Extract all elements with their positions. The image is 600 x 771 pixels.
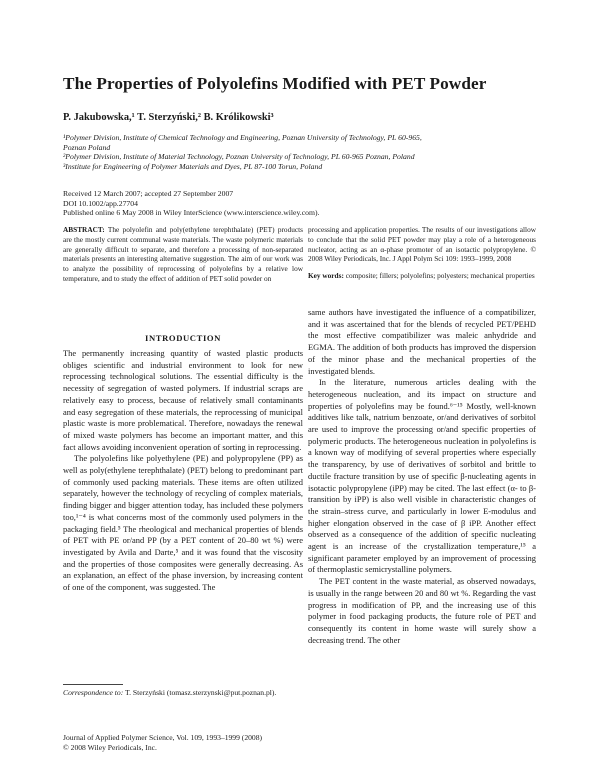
body-column-left <box>63 348 303 680</box>
abstract-right <box>308 225 536 281</box>
paragraph: The polyolefins like polyethylene (PE) and polypropylene (PP) as well as poly(ethylene terephthalate) (PET) belong to predominant part of commonly used packing materials. These items are often utilized separately, however the technology of recycling of complex materials, finding bigger and bigger attention today, has included these polymers too,¹⁻⁴ is what concerns most of the commonly used polymers in the packaging field.⁵ The rheological and mechanical properties of blends of PET with PE or/and PP (by a PET content of 20–80 wt %) were investigated by Avila and Darte,⁵ and it was found that the viscosity and the properties of those composites were generally decreasing. As an explanation, an effect of the phase inversion, by increasing content of one of the component, was suggested. The <box>63 453 303 593</box>
correspondence-text: T. Sterzyński (tomasz.sterzynski@put.poznan.pl). <box>125 688 277 697</box>
footnote-rule <box>63 684 123 685</box>
keywords <box>308 271 536 281</box>
affiliations <box>63 133 568 171</box>
copyright: © 2008 Wiley Periodicals, Inc. <box>63 742 157 752</box>
section-heading: INTRODUCTION <box>145 333 221 343</box>
author-list: P. Jakubowska,¹ T. Sterzyński,² B. Królikowski³ <box>63 112 274 123</box>
affiliation-line: ¹Polymer Division, Institute of Chemical Technology and Engineering, Poznan University of Technology, PL 60-965, <box>63 133 422 142</box>
paragraph: The permanently increasing quantity of wasted plastic products obliges scientific and industrial environment to look for new reprocessing technological solutions. The essential difficulty is the necessity of segregation of wasted polymers. If industrial scraps are relatively easy to process, because of relatively small contaminants and easy segregation of these materials, the reprocessing of municipal plastic waste is more problematical. Therefore, nowadays the renewal of mixed waste polymers has become an important matter, and this fact allows avoiding inconvenient operation of sorting in reprocessing. <box>63 348 303 452</box>
doi: DOI 10.1002/app.27704 <box>63 198 138 208</box>
correspondence-label: Correspondence to: <box>63 688 124 697</box>
affiliation-line: Poznan Poland <box>63 142 111 152</box>
abstract-text: The polyolefin and poly(ethylene terephthalate) (PET) products are the mostly current communal waste materials. The waste polymeric materials are generally difficult to separate, and therefore a processing of non-separated materials presents an interesting alternative suggestion. The aim of our work was to analyze the possibility of reprocessing of polyolefins by a relative low temperature, and to study the effect of addition of PET solid powder on <box>63 225 303 283</box>
abstract-left <box>63 225 303 284</box>
journal-footer <box>63 733 303 752</box>
affiliation-line: ²Polymer Division, Institute of Material Technology, Poznan University of Technology, PL 60-965 Poznan, Poland <box>63 152 415 162</box>
published-online: Published online 6 May 2008 in Wiley InterScience (www.interscience.wiley.com). <box>63 208 320 218</box>
paragraph: In the literature, numerous articles dealing with the heterogeneous nucleation, and its impact on structure and properties of polyolefins may be found.⁶⁻¹⁵ Mostly, well-known additives like talk, natrium benzoate, or/and derivatives of sorbitol are used to improve the processing or/and specific properties of polymeric products. The heterogeneous nucleation in polyolefins is a known way of modifying of several properties where especially the transparency, by use of derivatives of sorbitol and brittle to ductile fracture transition by use of specific β-nucleating agents in isotactic polypropylene (iPP) may be cited. The last effect (α- to β-transition by iPP) is also well visible in characteristic changes of the strain–stress curve, and particularly in lower E-modulus and higher elongation observed in the case of β iPP. Another effect observed as a consequence of the addition of specific nucleating agent is an increase of the crystallization temperature,¹⁵ a significant parameter employed by an improvement of processing of thermoplastic semicrystalline polymers. <box>308 377 536 575</box>
keywords-label: Key words: <box>308 271 344 281</box>
publication-info <box>63 189 319 218</box>
paper-title: The Properties of Polyolefins Modified with PET Powder <box>63 74 487 93</box>
affiliation-line: ³Institute for Engineering of Polymer Materials and Dyes, PL 87-100 Torun, Poland <box>63 161 323 171</box>
correspondence-note <box>63 688 303 698</box>
paragraph: The PET content in the waste material, as observed nowadays, is usually in the range between 20 and 80 wt %. Regarding the vast progress in modification of PP, and the increasing use of this polymer in food packaging products, the future role of PET and consequently its content in home waste will surely show a decreasing trend. The other <box>308 576 536 645</box>
abstract-text-cont: processing and application properties. The results of our investigations allow to conclude that the solid PET powder may play a role of a heterogeneous nucleator, acting as an α-phase promoter of an isotactic polypropylene. © 2008 Wiley Periodicals, Inc. J Appl Polym Sci 109: 1993–1999, 2008 <box>308 225 536 264</box>
abstract-label: ABSTRACT: <box>63 225 105 234</box>
keywords-text: composite; fillers; polyolefins; polyesters; mechanical properties <box>345 271 535 281</box>
body-column-right <box>308 307 536 767</box>
received-date: Received 12 March 2007; accepted 27 September 2007 <box>63 189 234 198</box>
journal-citation: Journal of Applied Polymer Science, Vol. 109, 1993–1999 (2008) <box>63 733 263 742</box>
paragraph: same authors have investigated the influence of a compatibilizer, and it was ascertained that for the blends of recycled PET/PEHD the most effective compatibilizer was maleic anhydride and EGMA. The addition of both products has improved the dispersion of the minor phase and the mechanical properties of the investigated blends. <box>308 307 536 376</box>
